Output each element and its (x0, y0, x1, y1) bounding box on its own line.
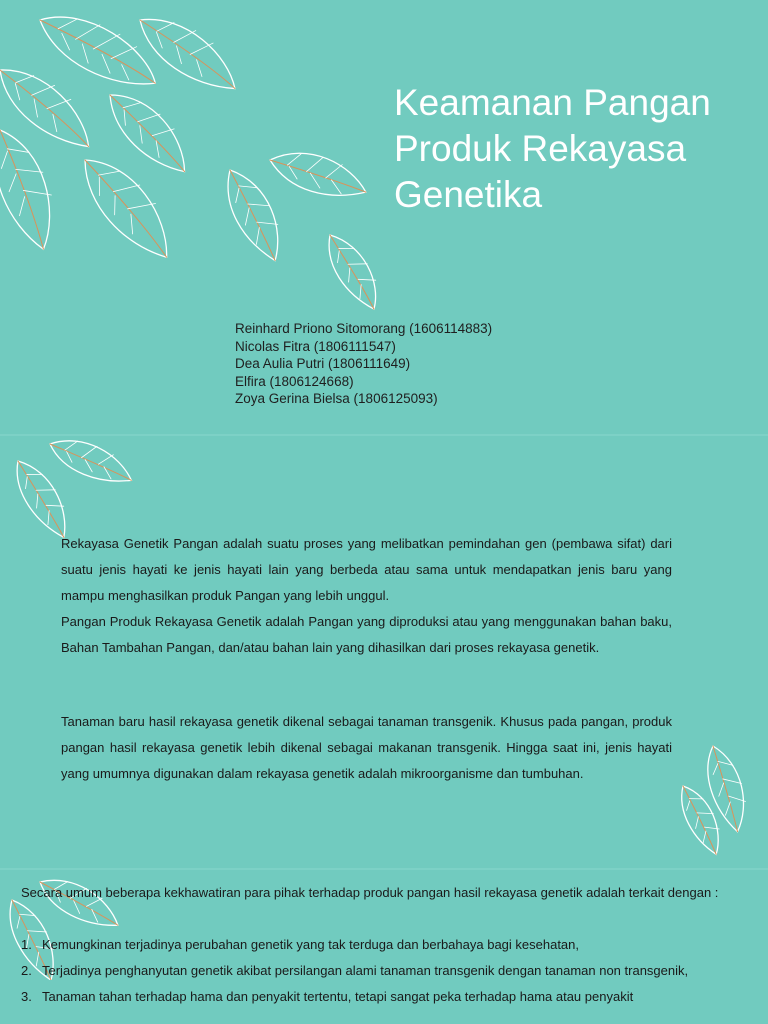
author-5: Zoya Gerina Bielsa (1806125093) (235, 391, 438, 407)
list-item-text: Terjadinya penghanyutan genetik akibat persilangan alami tanaman transgenik dengan tanaman non transgenik, (42, 963, 689, 978)
paragraph-rekayasa-genetik: Rekayasa Genetik Pangan adalah suatu proses yang melibatkan pemindahan gen (pembawa sifat) dari suatu jenis hayati ke jenis hayati lain yang berbeda atau sama untuk mendapatkan jenis baru yang mampu menghasilkan produk Pangan yang lebih unggul. (61, 536, 672, 603)
list-item-number: 3. (21, 989, 32, 1004)
definition-paragraph (61, 531, 672, 661)
author-2: Nicolas Fitra (1806111547) (235, 338, 396, 354)
list-item (21, 958, 748, 984)
leaf-icon-12 (694, 742, 760, 835)
list-item (21, 984, 748, 1010)
leaf-icon-4 (94, 84, 204, 178)
leaf-icon-13 (668, 781, 733, 858)
leaf-icon-7 (266, 147, 371, 201)
transgenic-paragraph: Tanaman baru hasil rekayasa genetik dikenal sebagai tanaman transgenik. Khusus pada pangan, produk pangan hasil rekayasa genetik lebih dikenal sebagai makanan transgenik. Hingga saat ini, jenis hayati yang umumnya digunakan dalam rekayasa genetik adalah mikroorganisme dan tumbuhan. (61, 714, 672, 781)
title-line-2: Produk Rekayasa (394, 128, 687, 169)
leaf-icon-9 (314, 228, 393, 313)
leaf-icon-10 (45, 436, 138, 487)
title-slide (0, 0, 768, 434)
leaf-decoration-right (658, 736, 768, 866)
leaf-decoration-top-left (0, 436, 160, 546)
leaf-decoration-cluster (0, 0, 400, 320)
definition-slide (0, 436, 768, 868)
list-item-text: Kemungkinan terjadinya perubahan genetik yang tak terduga dan berbahaya bagi kesehatan, (42, 937, 580, 952)
author-list (235, 320, 492, 408)
concerns-intro: Secara umum beberapa kekhawatiran para pihak terhadap produk pangan hasil rekayasa genetik adalah terkait dengan : (21, 885, 719, 900)
leaf-icon-1 (29, 5, 167, 94)
list-item-text: Tanaman tahan terhadap hama dan penyakit tertentu, tetapi sangat peka terhadap hama atau penyakit (42, 989, 634, 1004)
list-item (21, 932, 748, 958)
concerns-slide (0, 870, 768, 1024)
leaf-icon-6 (64, 148, 191, 265)
slide-title (394, 80, 768, 218)
leaf-icon-2 (127, 7, 250, 96)
list-item-number: 2. (21, 963, 32, 978)
author-1: Reinhard Priono Sitomorang (1606114883) (235, 321, 493, 336)
leaf-icon-8 (210, 163, 298, 266)
author-4: Elfira (1806124668) (235, 373, 354, 389)
title-line-1: Keamanan Pangan (394, 82, 711, 123)
leaf-icon-5 (0, 122, 76, 254)
title-line-3: Genetika (394, 174, 543, 215)
author-3: Dea Aulia Putri (1806111649) (235, 356, 411, 372)
list-item-number: 1. (21, 937, 32, 952)
paragraph-pangan-prg: Pangan Produk Rekayasa Genetik adalah Pangan yang diproduksi atau yang menggunakan bahan baku, Bahan Tambahan Pangan, dan/atau bahan lain yang dihasilkan dari proses rekayasa genetik. (61, 614, 672, 655)
concerns-list (21, 932, 748, 1010)
